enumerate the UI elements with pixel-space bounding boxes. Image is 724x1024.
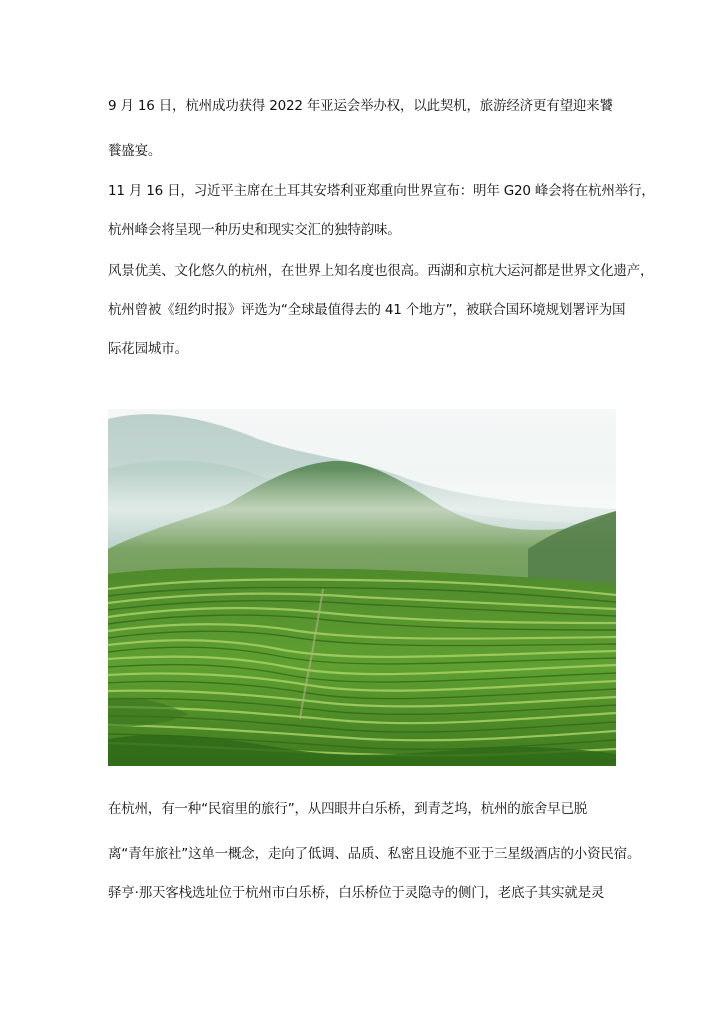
paragraph-3-line-2: 杭州曾被《纽约时报》评选为“全球最值得去的 41 个地方”，被联合国环境规划署评为国 [108,302,626,318]
paragraph-2-line-2: 杭州峰会将呈现一种历史和现实交汇的独特韵味。 [108,222,401,238]
paragraph-3-line-1: 风景优美、文化悠久的杭州，在世界上知名度也很高。西湖和京杭大运河都是世界文化遗产， [108,263,654,279]
paragraph-4-line-2: 离“青年旅社”这单一概念，走向了低调、品质、私密且设施不亚于三星级酒店的小资民宿。 [108,846,641,862]
paragraph-2-line-1: 11 月 16 日，习近平主席在土耳其安塔利亚郑重向世界宣布：明年 G20 峰会将在杭州举行， [108,183,655,199]
tea-plantation-photo [108,409,616,766]
paragraph-1-line-1: 9 月 16 日，杭州成功获得 2022 年亚运会举办权，以此契机，旅游经济更有望迎来饕 [108,98,613,114]
paragraph-4-line-1: 在杭州，有一种“民宿里的旅行”，从四眼井白乐桥，到青芝坞，杭州的旅舍早已脱 [108,801,588,817]
paragraph-1-line-2: 餮盛宴。 [108,143,162,159]
paragraph-3-line-3: 际花园城市。 [108,341,188,357]
paragraph-4-line-3: 驿亨·那天客栈选址位于杭州市白乐桥，白乐桥位于灵隐寺的侧门，老底子其实就是灵 [108,885,605,901]
